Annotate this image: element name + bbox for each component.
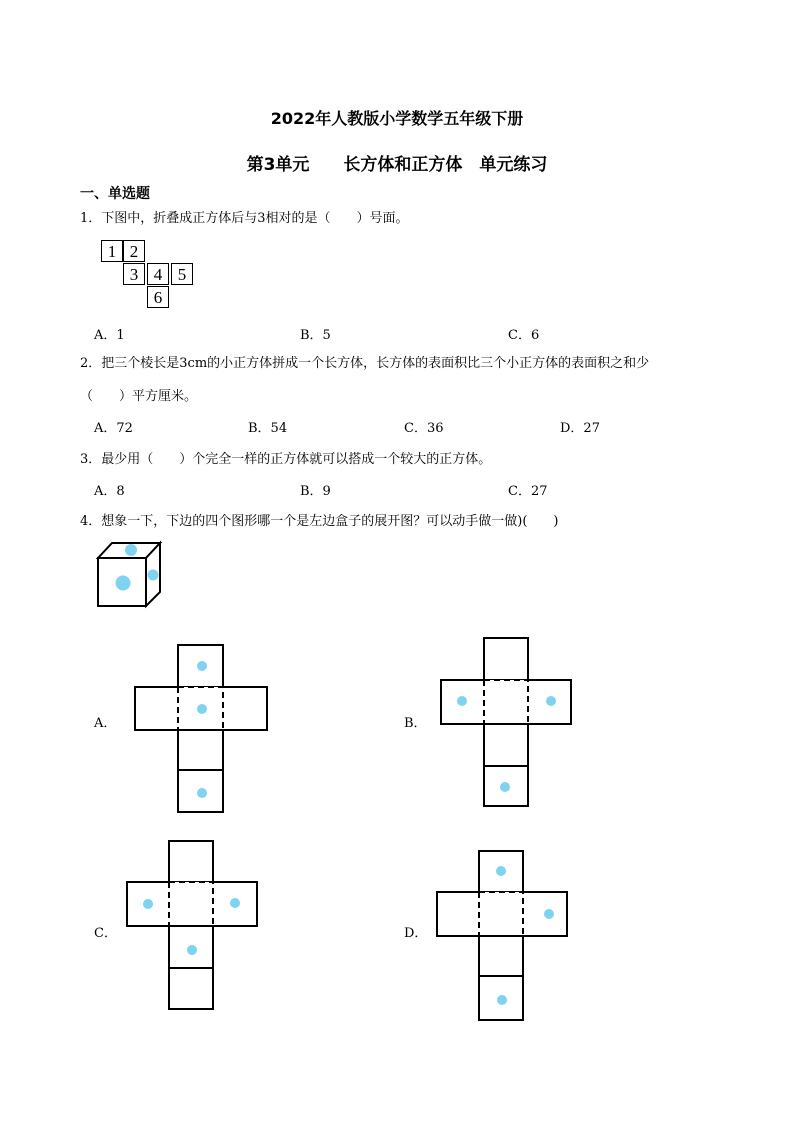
- question-number: 1．: [80, 211, 102, 226]
- net-option-a[interactable]: [134, 644, 268, 816]
- question-3: [80, 448, 491, 467]
- question-1: [80, 207, 409, 226]
- option-c[interactable]: C．36: [404, 421, 444, 436]
- net-cell: 6: [147, 286, 169, 308]
- question-number: 4．: [80, 514, 102, 529]
- page-title: 2022年人教版小学数学五年级下册: [270, 109, 524, 128]
- option-a[interactable]: A．: [94, 716, 117, 731]
- question-text: 想象一下，下边的四个图形哪一个是左边盒子的展开图？可以动手做一做)( ): [101, 514, 559, 529]
- question-4: [80, 510, 559, 529]
- question-text: 下图中，折叠成正方体后与3相对的是（ ）号面。: [101, 211, 409, 226]
- net-cell: 1: [101, 240, 123, 262]
- option-a[interactable]: A．1: [94, 328, 125, 343]
- option-a[interactable]: A．72: [94, 421, 133, 436]
- net-option-c[interactable]: [126, 840, 260, 1012]
- option-c[interactable]: C．6: [508, 328, 540, 343]
- option-d[interactable]: D．: [404, 926, 428, 941]
- option-b[interactable]: B．54: [248, 421, 288, 436]
- question-number: 2．: [80, 356, 102, 371]
- page-subtitle: 第3单元 长方体和正方体 单元练习: [246, 155, 548, 175]
- option-d[interactable]: D．27: [560, 421, 600, 436]
- option-b[interactable]: B．9: [300, 484, 331, 499]
- net-cell: 4: [147, 263, 169, 285]
- net-option-d[interactable]: [436, 850, 570, 1022]
- net-cell: 2: [123, 240, 145, 262]
- question-2: [80, 352, 649, 371]
- net-option-b[interactable]: [440, 637, 574, 809]
- dice-box-illustration: [96, 540, 166, 610]
- question-text: 把三个棱长是3cm的小正方体拼成一个长方体，长方体的表面积比三个小正方体的表面积之和少: [101, 356, 650, 371]
- option-c[interactable]: C．27: [508, 484, 548, 499]
- option-c[interactable]: C．: [94, 926, 117, 941]
- net-cell: 5: [171, 263, 193, 285]
- question-text: 最少用（ ）个完全一样的正方体就可以搭成一个较大的正方体。: [101, 452, 492, 467]
- section-heading: 一、单选题: [80, 186, 150, 202]
- option-a[interactable]: A．8: [94, 484, 125, 499]
- cube-net-diagram: [101, 240, 201, 310]
- question-number: 3．: [80, 452, 102, 467]
- option-b[interactable]: B．: [404, 716, 427, 731]
- question-2-continued: （ ）平方厘米。: [80, 389, 198, 404]
- net-cell: 3: [123, 263, 145, 285]
- option-b[interactable]: B．5: [300, 328, 331, 343]
